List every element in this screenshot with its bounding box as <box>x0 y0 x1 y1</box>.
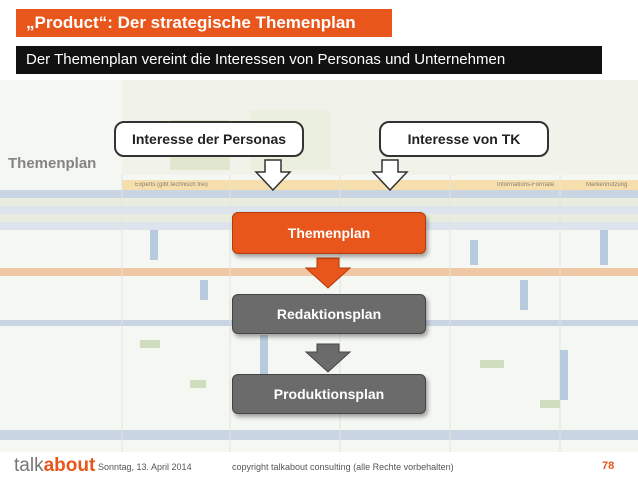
themenplan-box: Themenplan <box>232 212 426 254</box>
talkabout-logo <box>14 455 95 477</box>
sheet-column-1: Experts (gibt technisch frei) <box>135 182 208 188</box>
logo-part-talk: talk <box>14 455 44 476</box>
persona-interest-box: Interesse der Personas <box>114 121 304 157</box>
arrow-down-icon <box>306 258 350 288</box>
produktionsplan-box: Produktionsplan <box>232 374 426 414</box>
sheet-heading: Themenplan <box>8 155 97 172</box>
footer-copyright: copyright talkabout consulting (alle Rechte vorbehalten) <box>232 462 454 472</box>
redaktionsplan-box: Redaktionsplan <box>232 294 426 334</box>
sheet-column-2: Informations-Formate <box>497 182 555 188</box>
arrow-down-icon <box>306 344 350 372</box>
logo-part-about: about <box>43 455 96 476</box>
company-interest-box: Interesse von TK <box>379 121 549 157</box>
footer-date: Sonntag, 13. April 2014 <box>98 462 192 472</box>
sheet-column-3: Markennutzung <box>586 182 628 188</box>
page-number: 78 <box>602 460 615 472</box>
slide-title: „Product“: Der strategische Themenplan <box>16 9 392 37</box>
arrow-down-icon <box>373 160 407 190</box>
arrow-down-icon <box>256 160 290 190</box>
slide-subtitle: Der Themenplan vereint die Interessen von Personas und Unternehmen <box>16 46 602 74</box>
